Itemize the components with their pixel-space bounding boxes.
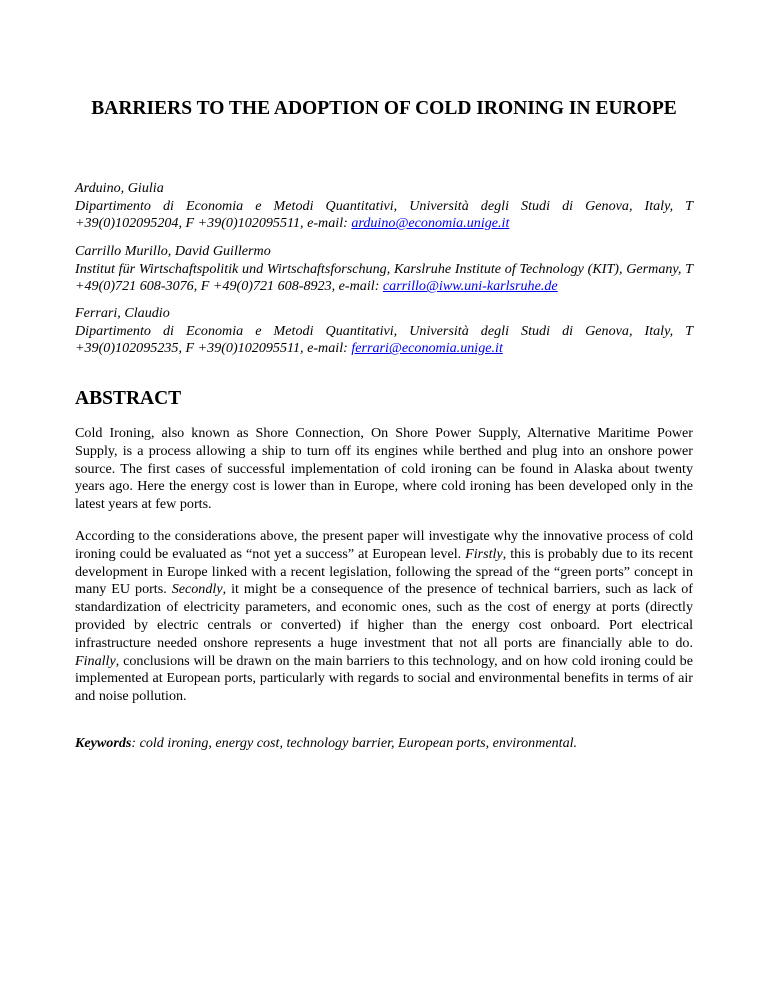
author-name: Ferrari, Claudio [75, 305, 170, 321]
abstract-paragraph: According to the considerations above, the present paper will investigate why the innovative process of cold ironing could be evaluated as “not yet a success” at European level. Firstly, this is probably due to its recent development in Europe linked with a recent legislation, following the spread of the “green ports” concept in many EU ports. Secondly, it might be a consequence of the presence of technical barriers, such as lack of standardization of electricity parameters, and economic ones, such as the cost of energy at ports (directly provided by electric centrals or converted) if higher than the energy cost onboard. Port electrical infrastructure needed onshore represents a huge investment that not all ports are financially able to do. Finally, conclusions will be drawn on the main barriers to this technology, and on how cold ironing could be implemented at European ports, particularly with regards to social and environmental benefits in terms of air and noise pollution. [75, 528, 693, 705]
author-affiliation: Institut für Wirtschaftspolitik und Wirtschaftsforschung, Karslruhe Institute of Technology (KIT), Germany, T +49(0)721 608-3076, F +49(0)721 608-8923, e-mail: carrillo@iww.uni-karlsruhe.de [75, 260, 693, 295]
abstract-paragraph: Cold Ironing, also known as Shore Connection, On Shore Power Supply, Alternative Maritime Power Supply, is a process allowing a ship to turn off its engines while berthed and plug into an onshore power source. The first cases of successful implementation of cold ironing can be found in Alaska about twenty years ago. Here the energy cost is lower than in Europe, where cold ironing has been developed only in the latest years at few ports. [75, 425, 693, 513]
author-affiliation: Dipartimento di Economia e Metodi Quantitativi, Università degli Studi di Genova, Italy, T +39(0)102095204, F +39(0)102095511, e-mail: arduino@economia.unige.it [75, 197, 693, 232]
keywords-line [75, 735, 693, 752]
author-block [75, 243, 693, 296]
author-email-link[interactable]: arduino@economia.unige.it [351, 215, 510, 232]
author-name: Arduino, Giulia [75, 180, 164, 196]
author-block [75, 180, 693, 233]
author-email-link[interactable]: ferrari@economia.unige.it [351, 340, 503, 357]
abstract-heading: ABSTRACT [75, 388, 182, 409]
author-name: Carrillo Murillo, David Guillermo [75, 243, 271, 259]
author-email-link[interactable]: carrillo@iww.uni-karlsruhe.de [382, 278, 558, 295]
author-block [75, 305, 693, 358]
paper-title: BARRIERS TO THE ADOPTION OF COLD IRONING IN EUROPE [91, 98, 677, 119]
keywords-label: Keywords [75, 735, 132, 751]
keywords-text: : cold ironing, energy cost, technology barrier, European ports, environmental. [131, 735, 578, 751]
author-affiliation: Dipartimento di Economia e Metodi Quantitativi, Università degli Studi di Genova, Italy, T +39(0)102095235, F +39(0)102095511, e-mail: ferrari@economia.unige.it [75, 322, 693, 357]
